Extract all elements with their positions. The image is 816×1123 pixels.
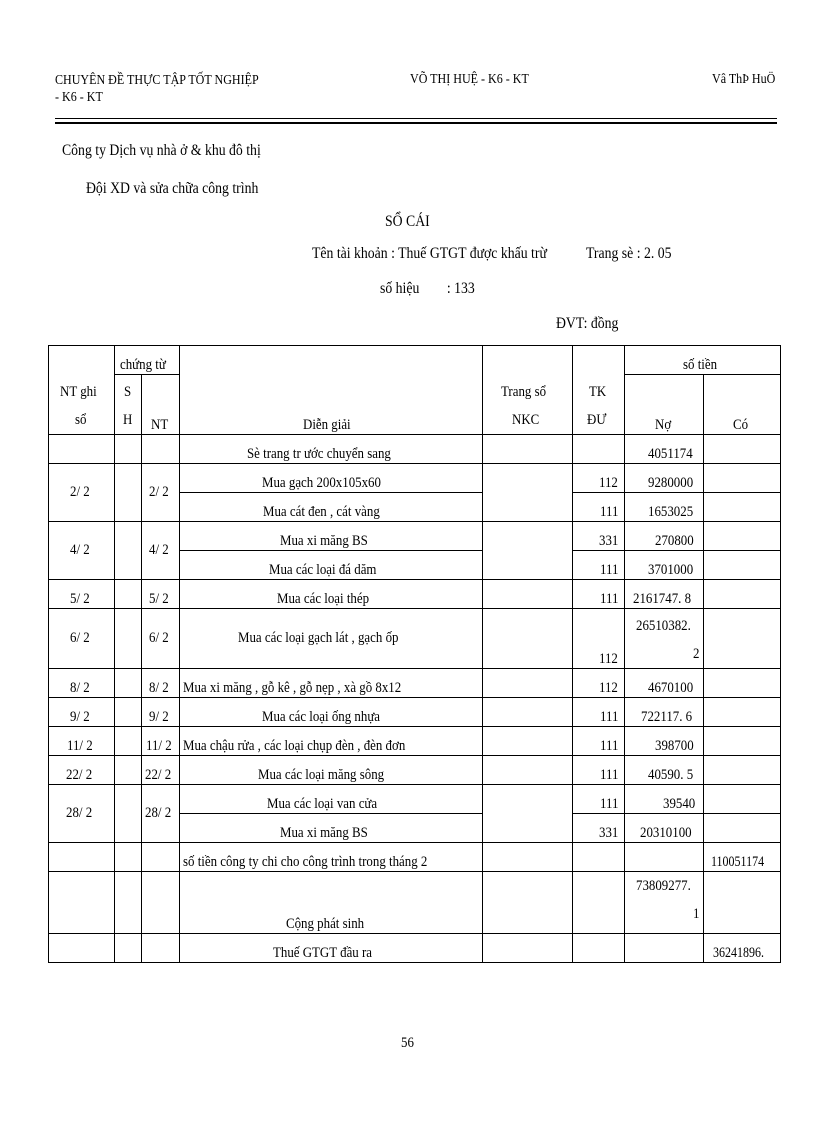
header-left-line2: - K6 - KT [55,90,103,105]
col-no: Nợ [625,375,704,435]
header-rule-thick [55,122,777,124]
header-left-line1: CHUYÊN ĐỀ THỰC TẬP TỐT NGHIỆP [55,73,259,88]
col-so-tien: số tiền [625,346,781,375]
col-nt-ghi-so: NT ghi sổ [49,346,115,435]
table-row: 5/ 2 5/ 2 Mua các loại thép 111 2161747. 8 [49,580,781,609]
table-row: Mua cát đen , cát vàng 111 1653025 [49,493,781,522]
col-tk-du: TK ĐƯ [573,346,625,435]
table-row [49,435,781,464]
table-row: 11/ 2 11/ 2 Mua chậu rửa , các loại chụp đèn , đèn đơn 111 398700 [49,727,781,756]
header-left [55,72,292,106]
page-reference: Trang sè : 2. 05 [586,245,672,262]
account-name: Tên tài khoản : Thuế GTGT được khấu trừ [312,245,547,262]
unit-label: ĐVT: đồng [556,315,619,332]
col-trang-so-nkc: Trang sổ NKC [483,346,573,435]
ledger-table [48,345,781,963]
table-row: 4/ 2 4/ 2 Mua xi măng BS 331 270800 [49,522,781,551]
table-row: 28/ 2 28/ 2 Mua các loại van cửa 111 39540 [49,785,781,814]
page-number: 56 [400,1035,414,1051]
table-row: Mua các loại đá dăm 111 3701000 [49,551,781,580]
header-center: VÕ THỊ HUỆ - K6 - KT [410,72,529,87]
table-row: 22/ 2 22/ 2 Mua các loại măng sông 111 40590. 5 [49,756,781,785]
header-right: Vâ ThÞ HuÖ [712,72,776,87]
col-chung-tu: chứng từ [115,346,180,375]
account-number: số hiệu : 133 [380,280,475,297]
table-row: 8/ 2 8/ 2 Mua xi măng , gỗ kê , gỗ nẹp , xà gồ 8x12 112 4670100 [49,669,781,698]
table-row: 6/ 2 6/ 2 Mua các loại gạch lát , gạch ốp 112 26510382. 2 [49,609,781,669]
table-row: Thuế GTGT đầu ra 36241896. [49,934,781,963]
page-title: SỔ CÁI [385,213,430,230]
table-row: số tiền công ty chi cho công trình trong tháng 2 110051174 [49,843,781,872]
col-sh: S H [115,375,142,435]
company-name: Công ty Dịch vụ nhà ở & khu đô thị [62,142,261,159]
col-dien-giai: Diễn giải [180,346,483,435]
col-nt: NT [142,375,180,435]
table-row: 2/ 2 2/ 2 Mua gạch 200x105x60 112 9280000 [49,464,781,493]
table-row: 9/ 2 9/ 2 Mua các loại ống nhựa 111 722117. 6 [49,698,781,727]
header-row-1 [49,346,781,375]
total-row: Cộng phát sinh 73809277. 1 [49,872,781,934]
company-team: Đội XD và sửa chữa công trình [86,180,259,197]
table-row: Mua xi măng BS 331 20310100 [49,814,781,843]
opening-no: 4051174 [648,446,693,462]
col-co: Có [704,375,781,435]
opening-desc: Sè trang tr ước chuyển sang [247,446,392,462]
header-rule-thin [55,118,777,119]
